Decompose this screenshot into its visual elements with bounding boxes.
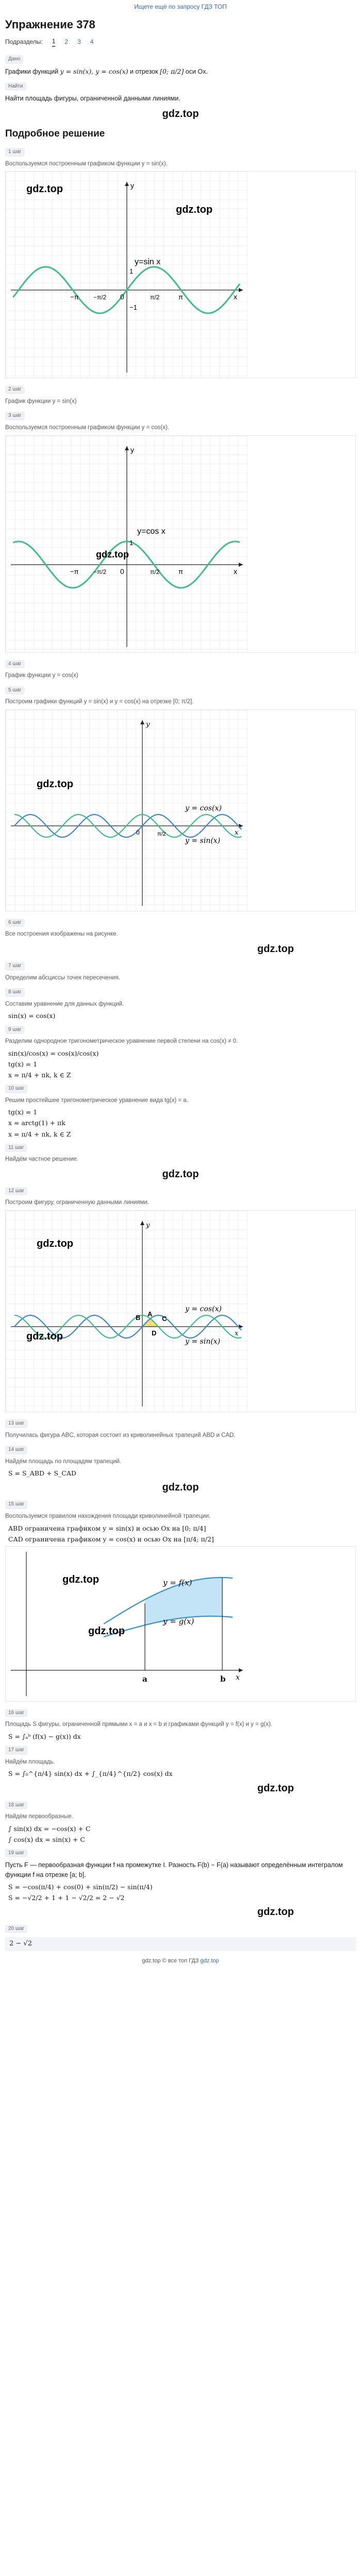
watermark-row	[5, 1480, 356, 1495]
b-label: b	[220, 1674, 226, 1684]
graph-watermark: gdz.top	[37, 778, 74, 790]
condition-text: Графики функций y = sin(x), y = cos(x) и отрезок [0; π/2] оси Ox.	[5, 67, 208, 75]
footer-text: gdz.top © все топ ГДЗ	[142, 1958, 199, 1964]
step-text: Решим простейшее тригонометрическое уравнение вида tg(x) = a.	[5, 1097, 188, 1104]
minus-pi-half-label: −π/2	[93, 294, 107, 301]
step-badge: 5 шаг	[5, 686, 25, 695]
step-badge: 8 шаг	[5, 988, 25, 997]
step-text: Разделим однородное тригонометрическое уравнение первой степени на cos(x) ≠ 0.	[5, 1038, 238, 1045]
step-badge: 19 шаг	[5, 1849, 27, 1858]
f-label: y = f(x)	[163, 1578, 192, 1587]
minus-pi-label: −π	[70, 567, 79, 575]
step-badge: 6 шаг	[5, 919, 25, 927]
equation: CAD ограничена графиком y = cos(x) и осью Ox на [π/4; π/2]	[8, 1535, 214, 1543]
step-badge: 4 шаг	[5, 660, 25, 669]
step-text: Найдём первообразные.	[5, 1814, 73, 1820]
equation: ∫ sin(x) dx = −cos(x) + C	[8, 1824, 91, 1833]
find-badge: Найти	[5, 82, 26, 91]
origin-label: 0	[120, 293, 124, 301]
step-badge: 12 шаг	[5, 1187, 27, 1196]
topbar	[5, 0, 356, 14]
x-label: x	[235, 1330, 239, 1338]
origin-label: 0	[136, 828, 140, 836]
watermark: gdz.top	[162, 1168, 199, 1180]
step-badge: 10 шаг	[5, 1084, 27, 1093]
step-badge: 1 шаг	[5, 148, 25, 157]
cos-graph-svg	[6, 436, 248, 652]
step-badge: 9 шаг	[5, 1026, 25, 1035]
step-text: Построим графики функций y = sin(x) и y = cos(x) на отрезке [0; π/2].	[5, 699, 194, 705]
step-badge: 16 шаг	[5, 1709, 27, 1718]
graph-watermark: gdz.top	[37, 1238, 74, 1250]
footer	[5, 1957, 356, 1965]
given-badge: Дано	[5, 55, 23, 64]
page-title: Упражнение 378	[5, 18, 95, 31]
section-title: Подробное решение	[5, 128, 105, 139]
area-graph-svg	[6, 1211, 248, 1412]
step-text: График функции y = cos(x)	[5, 672, 78, 679]
graph-watermark: gdz.top	[26, 183, 63, 195]
newton-leibniz-text: Пусть F — первообразная функции f на промежутке I. Разность F(b) − F(a) называют определённым интегралом функции f на отрезке [a; b].	[5, 1861, 343, 1878]
y-label: y	[146, 720, 150, 728]
step-text: Найдём площадь.	[5, 1758, 55, 1765]
graph-watermark: gdz.top	[62, 1573, 100, 1585]
minus-pi-label: −π	[70, 293, 79, 301]
pi-label: π	[178, 567, 183, 575]
step-text: Построим фигуру, ограниченную данными линиями.	[5, 1199, 150, 1206]
watermark: gdz.top	[257, 943, 294, 955]
step-badge: 13 шаг	[5, 1419, 27, 1428]
pager-label: Подразделы:	[5, 38, 43, 45]
sin-label: y = sin(x)	[185, 1337, 221, 1346]
a-label: a	[142, 1674, 147, 1684]
search-more-link[interactable]: Ищете ещё по запросу ГДЗ ТОП	[134, 3, 227, 11]
pager-item-3[interactable]: 3	[77, 38, 81, 45]
step-badge: 7 шаг	[5, 962, 25, 971]
equation: tg(x) = 1	[8, 1060, 38, 1068]
watermark: gdz.top	[257, 1782, 294, 1794]
y-label: y	[130, 181, 134, 190]
equation: sin(x)/cos(x) = cos(x)/cos(x)	[8, 1049, 99, 1057]
watermark-row	[5, 1781, 356, 1796]
equation: ∫ cos(x) dx = sin(x) + C	[8, 1835, 85, 1843]
y-label: y	[146, 1222, 150, 1230]
minus-pi-half-label: −π/2	[93, 568, 107, 575]
watermark: gdz.top	[162, 1482, 199, 1494]
sin-graph-svg	[6, 172, 248, 378]
pager-item-2[interactable]: 2	[64, 38, 69, 45]
area-graph	[5, 1210, 356, 1412]
minus-one-label: −1	[129, 303, 137, 312]
watermark-row	[5, 942, 356, 957]
task-text: Найти площадь фигуры, ограниченной данными линиями.	[5, 95, 180, 103]
equation: tg(x) = 1	[8, 1108, 38, 1116]
step-badge: 20 шаг	[5, 1925, 27, 1934]
watermark: gdz.top	[162, 108, 199, 120]
step-badge: 17 шаг	[5, 1746, 27, 1755]
step-badge: 2 шаг	[5, 385, 25, 394]
graph-watermark: gdz.top	[176, 204, 213, 216]
step-text: Все построения изображены на рисунке.	[5, 931, 118, 938]
fg-graph	[5, 1546, 356, 1702]
watermark-row	[5, 1167, 356, 1182]
equation: x = arctg(1) + πk	[8, 1119, 65, 1127]
equation: S = ∫₀^{π/4} sin(x) dx + ∫_{π/4}^{π/2} cos(x) dx	[8, 1770, 173, 1778]
one-label: 1	[129, 538, 134, 547]
cos-label: y=cos x	[137, 527, 166, 536]
cos-label: y = cos(x)	[185, 804, 222, 812]
x-label: x	[234, 293, 237, 301]
x-label: x	[235, 828, 239, 837]
cos-label: y = cos(x)	[185, 1305, 222, 1314]
equation: ABD ограничена графиком y = sin(x) и осью Ox на [0; π/4]	[8, 1524, 206, 1532]
cos-graph	[5, 435, 356, 653]
step-text: Получилась фигура ABC, которая состоит из криволинейных трапеций ABD и CAD.	[5, 1432, 236, 1438]
combined-graph-svg	[6, 710, 248, 911]
combined-graph	[5, 709, 356, 911]
equation: S = S_ABD + S_CAD	[8, 1469, 76, 1478]
pi-half-label: π/2	[150, 568, 160, 575]
sin-label: y=sin x	[135, 258, 161, 267]
subsection-pager	[5, 37, 356, 47]
equation: S = −√2/2 + 1 + 1 − √2/2 = 2 − √2	[8, 1893, 125, 1902]
step-text: Составим уравнение для данных функций.	[5, 1001, 124, 1007]
sin-graph	[5, 171, 356, 378]
pi-half-label: π/2	[150, 294, 160, 301]
step-badge: 11 шаг	[5, 1144, 27, 1153]
watermark-row	[5, 1905, 356, 1920]
step-badge: 14 шаг	[5, 1446, 27, 1454]
origin-label: 0	[120, 567, 124, 575]
step-text: Найдём частное решение.	[5, 1156, 78, 1163]
condition-block	[5, 52, 356, 103]
graph-watermark: gdz.top	[26, 1331, 63, 1343]
step-text: Определим абсциссы точек пересечения.	[5, 974, 120, 981]
step-badge: 18 шаг	[5, 1801, 27, 1810]
x-label: x	[236, 1673, 240, 1682]
watermark: gdz.top	[257, 1906, 294, 1918]
equation: S = −cos(π/4) + cos(0) + sin(π/2) − sin(π/4)	[8, 1883, 153, 1891]
step-badge: 15 шаг	[5, 1500, 27, 1509]
one-label: 1	[129, 267, 134, 276]
step-text: График функции y = sin(x)	[5, 398, 77, 404]
step-text: Воспользуемся построенным графиком функции y = cos(x).	[5, 424, 170, 431]
point-a-label: A	[147, 1310, 153, 1318]
pi-label: π	[178, 293, 183, 301]
g-label: y = g(x)	[163, 1616, 194, 1626]
fg-graph-svg	[6, 1547, 248, 1701]
footer-link[interactable]: gdz.top	[200, 1958, 219, 1964]
step-text: Найдём площадь по площадям трапеций.	[5, 1458, 122, 1465]
point-d-label: D	[152, 1329, 157, 1337]
equation: x = π/4 + πk, k ∈ Z	[8, 1071, 71, 1079]
equation: x = π/4 + πk, k ∈ Z	[8, 1130, 71, 1138]
step-text: Воспользуемся построенным графиком функции y = sin(x).	[5, 160, 168, 167]
equation: S = ∫ₐᵇ (f(x) − g(x)) dx	[8, 1733, 81, 1741]
equation: sin(x) = cos(x)	[8, 1012, 56, 1020]
pi-half-label: π/2	[157, 831, 166, 837]
point-b-label: B	[136, 1314, 141, 1322]
graph-watermark: gdz.top	[88, 1625, 125, 1637]
pager-item-1[interactable]: 1	[52, 37, 56, 47]
point-c-label: C	[162, 1315, 167, 1323]
step-text: Площадь S фигуры, ограниченной прямыми x = a и x = b и графиками функций y = f(x) и y = g(x).	[5, 1721, 272, 1728]
step-text: Воспользуемся правилом нахождения площади криволинейной трапеции.	[5, 1513, 211, 1519]
step-badge: 3 шаг	[5, 412, 25, 420]
y-label: y	[130, 445, 134, 454]
answer-box: 2 − √2	[5, 1937, 356, 1951]
pager-item-4[interactable]: 4	[90, 38, 94, 45]
x-label: x	[234, 567, 237, 575]
watermark-row	[5, 107, 356, 122]
graph-watermark: gdz.top	[96, 549, 129, 560]
sin-label: y = sin(x)	[185, 836, 221, 845]
